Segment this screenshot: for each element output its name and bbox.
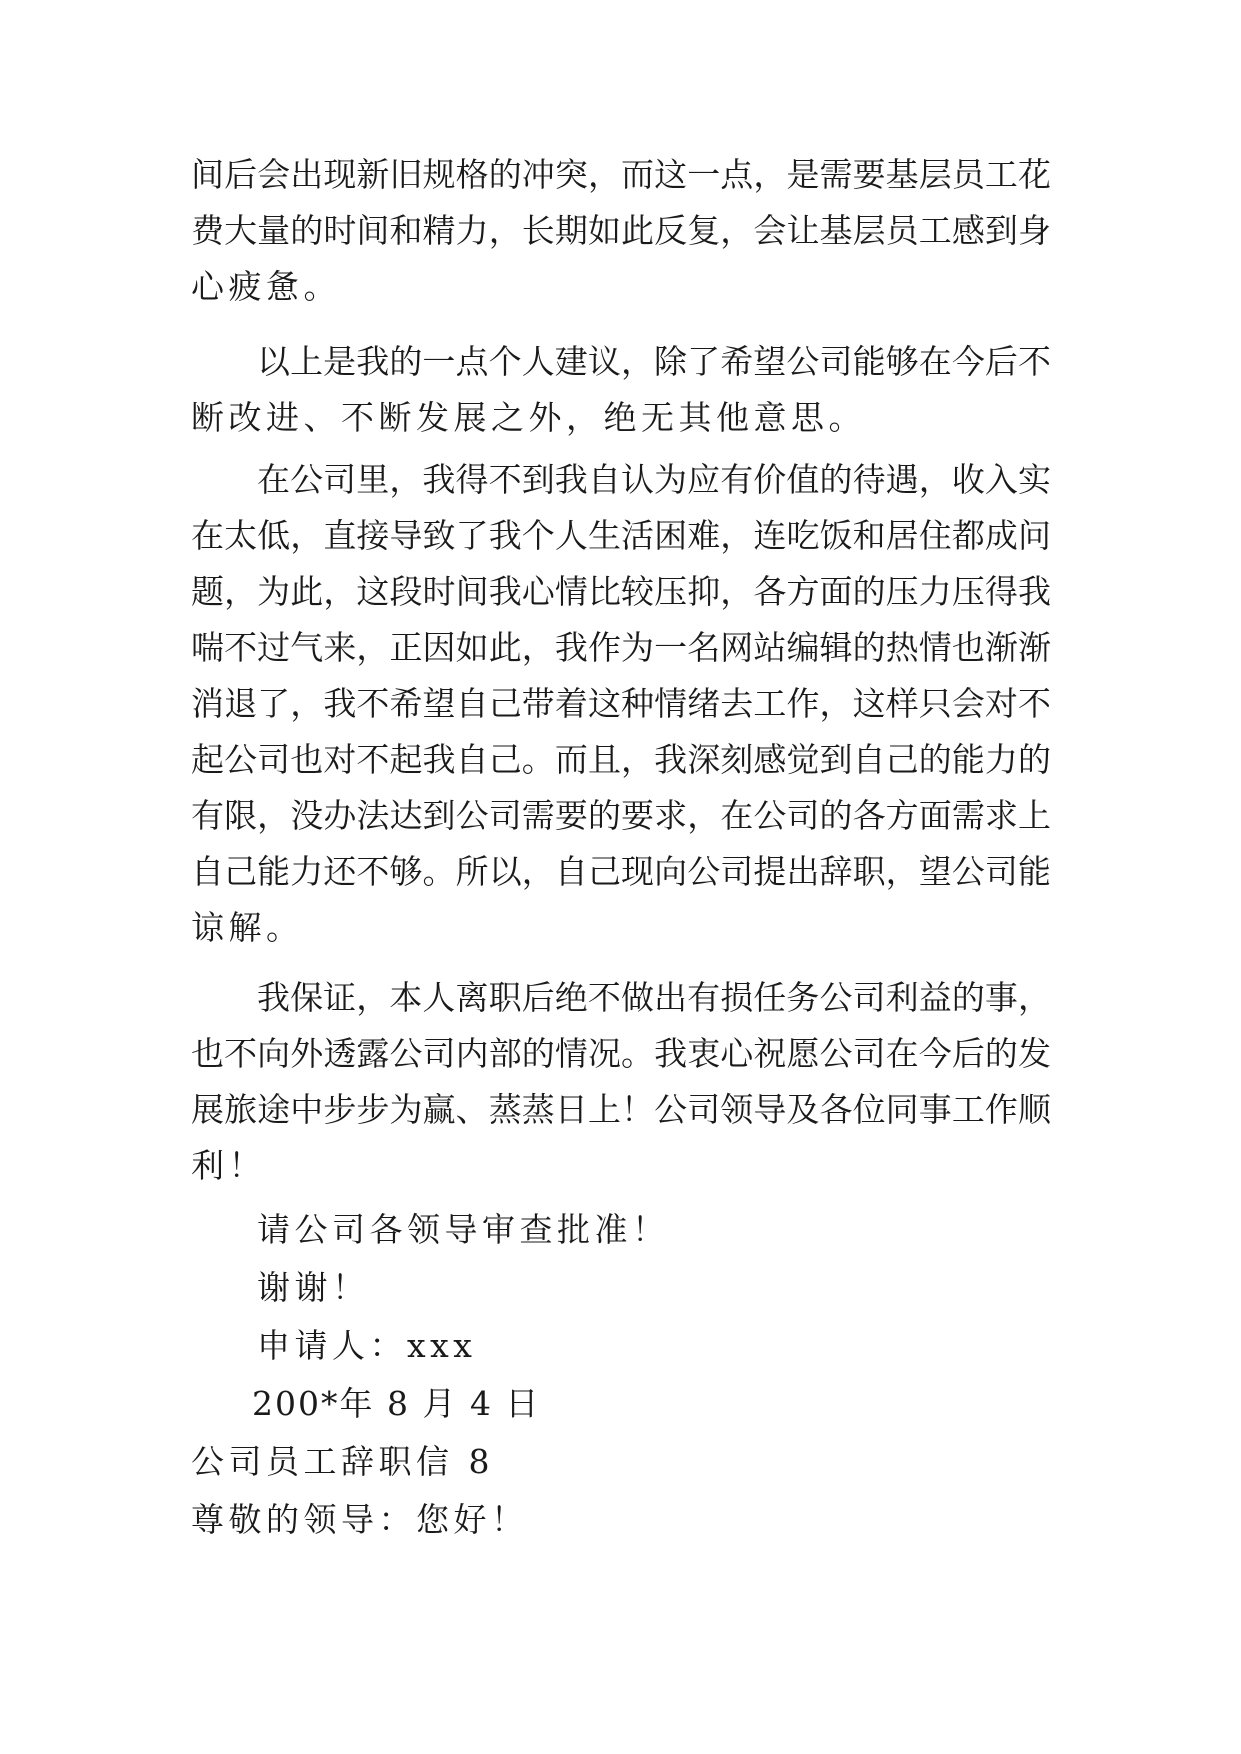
approval-request: 请公司各领导审查批准！	[257, 1210, 670, 1249]
body-line: 以上是我的一点个人建议，除了希望公司能够在今后不	[257, 342, 1051, 381]
body-line: 费大量的时间和精力，长期如此反复，会让基层员工感到身	[191, 211, 1051, 250]
body-line: 断改进、不断发展之外，绝无其他意思。	[191, 398, 866, 437]
body-line: 心疲惫。	[191, 267, 341, 306]
body-line: 谅解。	[191, 908, 304, 947]
applicant-line: 申请人：xxx	[257, 1326, 477, 1365]
body-line: 展旅途中步步为赢、蒸蒸日上！公司领导及各位同事工作顺	[191, 1090, 1051, 1129]
body-line: 自己能力还不够。所以，自己现向公司提出辞职，望公司能	[191, 852, 1051, 891]
section-title: 公司员工辞职信 8	[191, 1442, 494, 1481]
salutation: 尊敬的领导：您好！	[191, 1500, 529, 1539]
body-line: 喘不过气来，正因如此，我作为一名网站编辑的热情也渐渐	[191, 628, 1051, 667]
body-line: 在太低，直接导致了我个人生活困难，连吃饭和居住都成问	[191, 516, 1051, 555]
thanks-line: 谢谢！	[257, 1268, 370, 1307]
body-line: 有限，没办法达到公司需要的要求，在公司的各方面需求上	[191, 796, 1051, 835]
body-line: 消退了，我不希望自己带着这种情绪去工作，这样只会对不	[191, 684, 1051, 723]
body-line: 利！	[191, 1146, 266, 1185]
body-line: 在公司里，我得不到我自认为应有价值的待遇，收入实	[257, 460, 1051, 499]
body-line: 起公司也对不起我自己。而且，我深刻感觉到自己的能力的	[191, 740, 1051, 779]
body-line: 也不向外透露公司内部的情况。我衷心祝愿公司在今后的发	[191, 1034, 1051, 1073]
date-line: 200*年 8 月 4 日	[252, 1384, 541, 1423]
body-line: 间后会出现新旧规格的冲突，而这一点，是需要基层员工花	[191, 155, 1051, 194]
body-line: 题，为此，这段时间我心情比较压抑，各方面的压力压得我	[191, 572, 1051, 611]
body-line: 我保证，本人离职后绝不做出有损任务公司利益的事，	[257, 978, 1051, 1017]
